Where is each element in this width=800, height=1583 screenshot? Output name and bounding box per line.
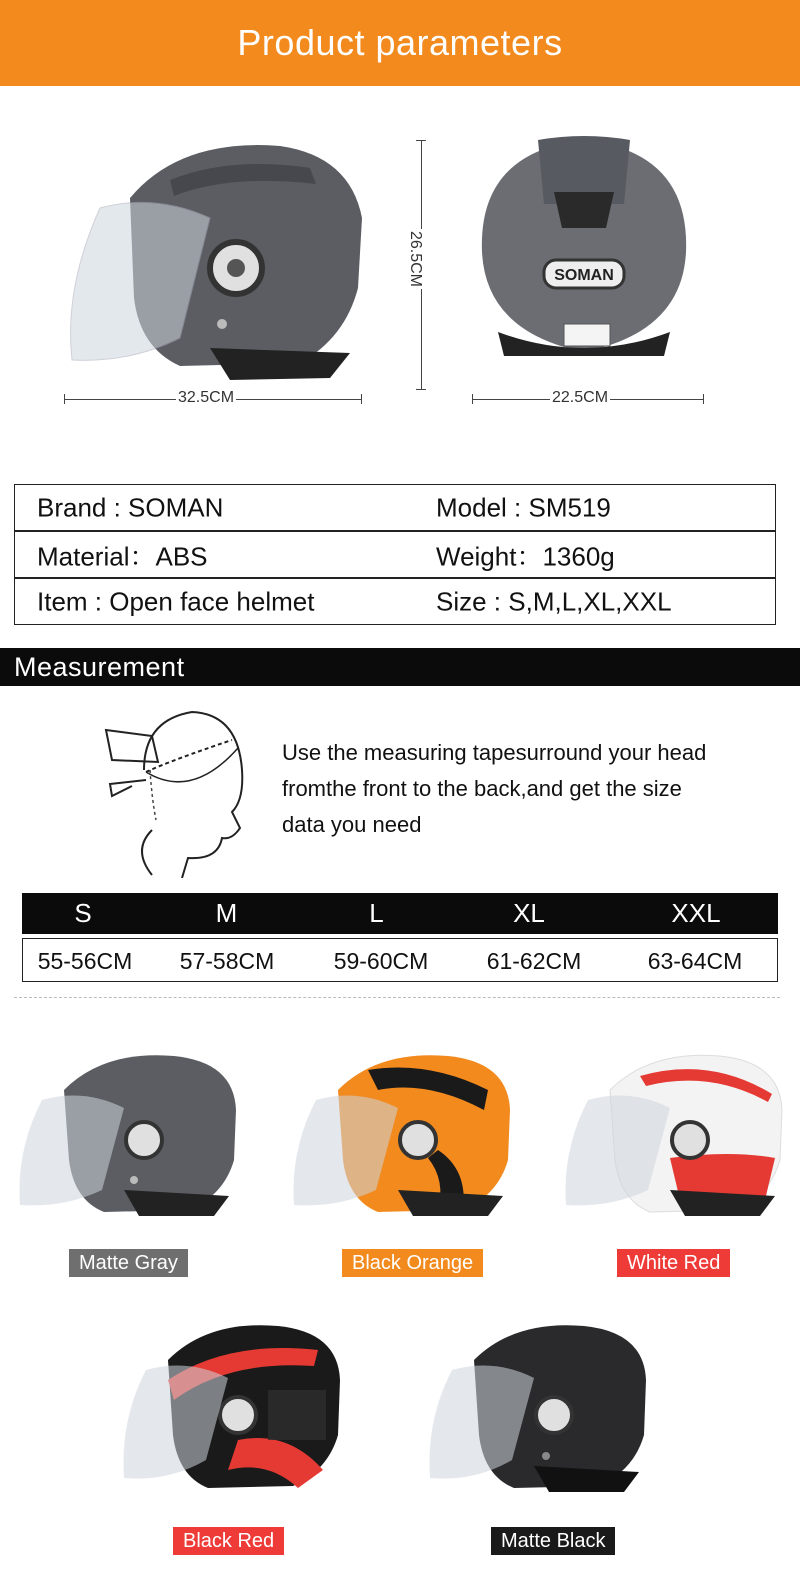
helmet-white-red-image — [560, 1050, 790, 1220]
color-label-matte-black: Matte Black — [491, 1527, 615, 1555]
size-header-xl: XL — [513, 898, 545, 928]
soman-logo-text: SOMAN — [554, 267, 614, 284]
helmet-black-red-image — [118, 1320, 348, 1500]
param-row-brand-model — [14, 484, 776, 531]
page-title: Product parameters — [237, 22, 563, 63]
material-text: Material：ABS — [37, 541, 208, 571]
size-value-xxl: 63-64CM — [647, 948, 743, 974]
brand-text: Brand : SOMAN — [37, 492, 224, 522]
size-header-m: M — [215, 898, 238, 928]
helmet-side-view-image — [60, 138, 370, 390]
color-label-black-red: Black Red — [173, 1527, 284, 1555]
helmet-matte-gray-image — [14, 1050, 244, 1220]
helmet-back-view-image — [468, 132, 700, 364]
item-text: Item : Open face helmet — [37, 586, 315, 616]
size-value-xl: 61-62CM — [486, 948, 582, 974]
color-label-black-orange: Black Orange — [342, 1249, 483, 1277]
width-dimension-label: 22.5CM — [552, 389, 609, 406]
size-text: Size : S,M,L,XL,XXL — [436, 586, 672, 616]
size-value-l: 59-60CM — [333, 948, 429, 974]
color-label-matte-gray: Matte Gray — [69, 1249, 188, 1277]
size-header-s: S — [74, 898, 92, 928]
size-table-header — [22, 893, 778, 934]
header-banner — [0, 0, 800, 86]
model-text: Model : SM519 — [436, 492, 611, 522]
divider — [14, 997, 780, 998]
helmet-matte-black-image — [424, 1320, 654, 1500]
head-measure-illustration — [92, 700, 252, 878]
measurement-section-bar — [0, 648, 800, 686]
helmet-black-orange-image — [288, 1050, 518, 1220]
height-dimension-label: 26.5CM — [407, 230, 425, 288]
param-row-material-weight — [14, 531, 776, 578]
weight-text: Weight：1360g — [436, 541, 615, 571]
size-value-m: 57-58CM — [179, 948, 275, 974]
size-value-s: 55-56CM — [37, 948, 133, 974]
measurement-instructions: Use the measuring tapesurround your head fromthe front to the back,and get the size data you need — [282, 740, 707, 837]
size-header-l: L — [369, 898, 384, 928]
measurement-title: Measurement — [14, 651, 185, 682]
param-row-item-size — [14, 578, 776, 625]
size-header-xxl: XXL — [671, 898, 721, 928]
size-table-values — [22, 938, 778, 982]
length-dimension-label: 32.5CM — [178, 389, 235, 406]
color-label-white-red: White Red — [617, 1249, 730, 1277]
